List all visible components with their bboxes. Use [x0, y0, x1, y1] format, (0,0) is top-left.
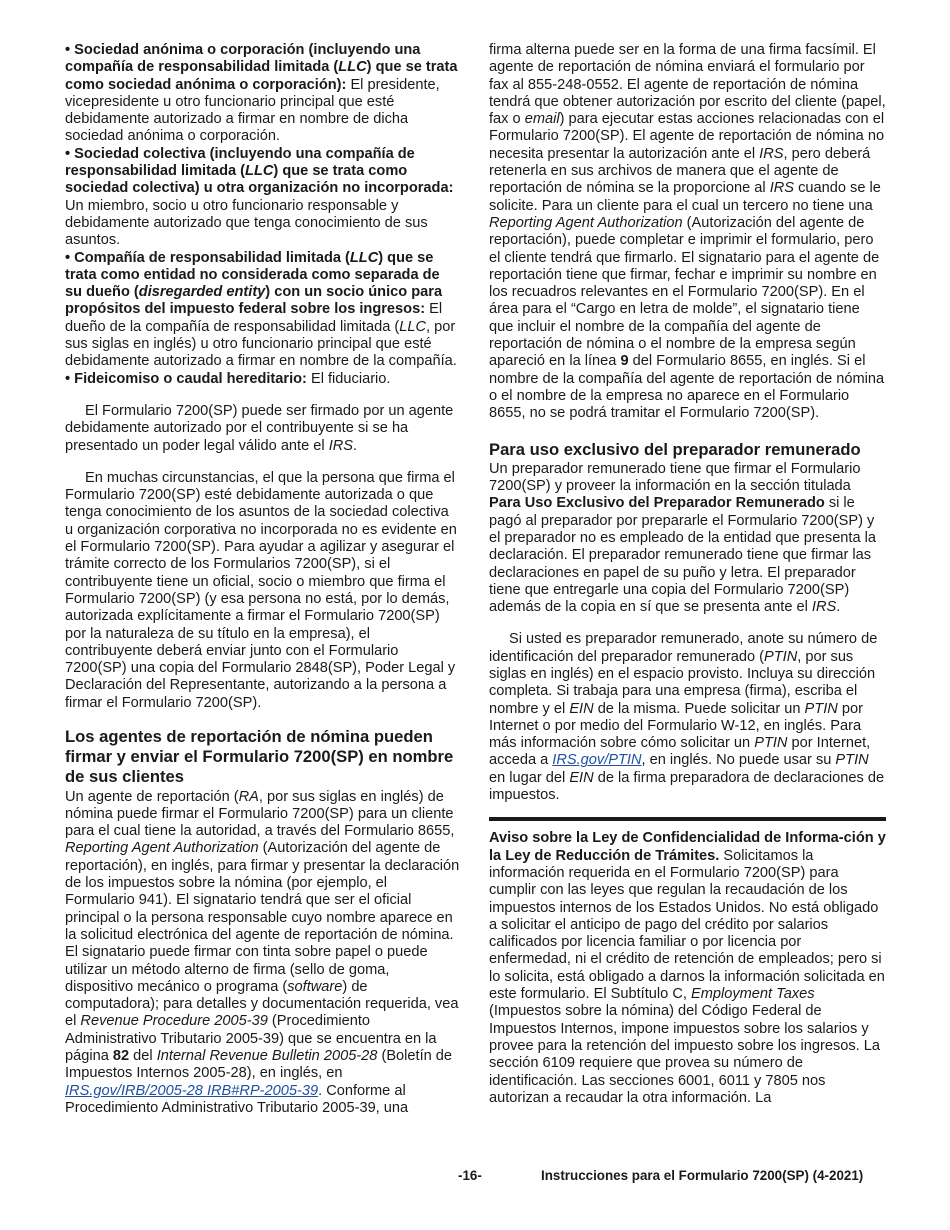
right-column [489, 42, 886, 1107]
section-divider [489, 817, 886, 821]
ptin-link[interactable]: IRS.gov/PTIN [552, 752, 642, 769]
bullet-trust: • Fideicomiso o caudal hereditario: El fiduciario. [65, 370, 391, 387]
paragraph-authorized-agent: El Formulario 7200(SP) puede ser firmado por un agente debidamente autorizado por el contribuyente si se ha presentado un poder legal válido ante el IRS. [65, 402, 454, 454]
paragraph-paid-preparer: Un preparador remunerado tiene que firmar el Formulario 7200(SP) y proveer la información en la sección titulada Para Uso Exclusivo del Preparador Remunerado si le pagó al preparador por prepararle el Formulario 7200(SP) y el preparador no es empleado de la entidad que presenta la declaración. El preparador remunerado tiene que firmar las declaraciones en papel de su puño y letra. El preparador tiene que entregarle una copia del Formulario 7200(SP) además de la copia en sí que se presenta ante el IRS. [489, 460, 877, 616]
paragraph-ptin: Si usted es preparador remunerado, anote su número de identificación del preparador remunerado (PTIN, por sus siglas en inglés) en el espacio provisto. Incluya su dirección completa. Si trabaja para una empresa (firma), escriba el nombre y el EIN de la misma. Puede solicitar un PTIN por Internet o por medio del Formulario W-12, en inglés. Para más información sobre cómo solicitar un PTIN por Internet, acceda a IRS.gov/PTIN, en inglés. No puede usar su PTIN en lugar del EIN de la firma preparadora de declaraciones de impuestos. [489, 631, 885, 804]
paragraph-circumstances: En muchas circunstancias, el que la persona que firma el Formulario 7200(SP) esté debidamente autorizada o que tenga conocimiento de los asuntos de la sociedad colectiva u organización corporativa no incorporada no es evidente en el Formulario 7200(SP). Para ayudar a agilizar y asegurar el trámite correcto de los Formularios 7200(SP), si el contribuyente tiene un oficial, socio o miembro que firma el Formulario 7200(SP) (y esa persona no está, por lo demás, autorizada explícitamente a firmar el Formulario 7200(SP) por la naturaleza de su título en la empresa), el contribuyente deberá enviar junto con el Formulario 7200(SP) una copia del Formulario 2848(SP), Poder Legal y Declaración del Representante, autorizando a la persona a firmar el Formulario 7200(SP). [65, 469, 457, 711]
bullet-partnership: • Sociedad colectiva (incluyendo una compañía de responsabilidad limitada (LLC) que se trata como sociedad colectiva) u otra organización no incorporada: Un miembro, socio u otro funcionario responsable y debidamente autorizado que tenga conocimiento de sus asuntos. [65, 145, 454, 249]
paragraph-alternate-signature: firma alterna puede ser en la forma de una firma facsímil. El agente de reportación de nómina enviará el formulario por fax al 855-248-0552. El agente de reportación de nómina tendrá que obtener autorización por escrito del cliente (papel, fax o email) para ejecutar estas acciones relacionadas con el Formulario 7200(SP). El agente de reportación de nómina no necesita presentar la autorización ante el IRS, pero deberá retenerla en sus archivos de manera que el agente de reportación de nómina se la proporcione al IRS cuando se le solicite. Para un cliente para el cual un tercero no tiene una Reporting Agent Authorization (Autorización del agente de reportación), puede completar e imprimir el formulario, pero el cliente tendrá que firmarlo. El signatario para el agente de reportación tiene que firmar, fechar e imprimir su nombre en los recuadros relevantes en el Formulario 7200(SP). En el área para el “Cargo en letra de molde”, el signatario tiene que incluir el nombre de la compañía del agente de reportación de nómina o el nombre de la empresa según apareció en la línea 9 del Formulario 8655, en inglés. Si el nombre de la compañía del agente de reportación de nómina o el nombre de la empresa no aparece en el Formulario 8655, no se podrá tramitar el Formulario 7200(SP). [489, 42, 886, 422]
bullet-llc: • Compañía de responsabilidad limitada (LLC) que se trata como entidad no considerada como separada de su dueño (disregarded entity) con un socio único para propósitos del impuesto federal sobre los ingresos: El dueño de la compañía de responsabilidad limitada (LLC, por sus siglas en inglés) u otro funcionario principal que esté debidamente autorizado a firmar en nombre de la compañía. [65, 249, 457, 370]
section-heading-paid-preparer: Para uso exclusivo del preparador remunerado [489, 439, 861, 459]
footer-form-title: Instrucciones para el Formulario 7200(SP) (4-2021) [541, 1168, 864, 1183]
paragraph-privacy-notice: Aviso sobre la Ley de Confidencialidad de Informa-ción y la Ley de Reducción de Trámites. Solicitamos la información requerida en el Formulario 7200(SP) para cumplir con las leyes que regulan la recaudación de los impuestos internos de los Estados Unidos. No está obligado a solicitar el anticipo de pago del crédito por salarios calificados por licencia familiar o por licencia por enfermedad, ni el crédito de retención de empleados; pero si lo solicita, está obligado a darnos la información solicitada en este formulario. El Subtítulo C, Employment Taxes (Impuestos sobre la nómina) del Código Federal de Impuestos Internos, impone impuestos sobre los salarios y provee para la retención del impuesto sobre los ingresos. La sección 6109 requiere que provea su número de identificación. Las secciones 6001, 6011 y 7805 nos autorizan a recaudar la otra información. La [489, 830, 886, 1106]
irb-link[interactable]: IRS.gov/IRB/2005-28 IRB#RP-2005-39 [65, 1082, 319, 1099]
section-heading-payroll-agents: Los agentes de reportación de nómina pueden firmar y enviar el Formulario 7200(SP) en nombre de sus clientes [65, 726, 454, 787]
left-column [65, 42, 460, 1117]
paragraph-reporting-agent: Un agente de reportación (RA, por sus siglas en inglés) de nómina puede firmar el Formulario 7200(SP) para un cliente para el cual tiene la autoridad, a través del Formulario 8655, Reporting Agent Authorization (Autorización del agente de reportación), en inglés, para firmar y presentar la declaración de los impuestos sobre la nómina (por ejemplo, el Formulario 941). El signatario tendrá que ser el oficial principal o la persona responsable cuyo nombre aparece en la solicitud electrónica del agente de reportación de nómina. El signatario puede firmar con tinta sobre papel o puede utilizar un método alterno de firma (sello de goma, dispositivo mecánico o programa (software) de computadora); para detalles y documentación requerida, vea el Revenue Procedure 2005-39 (Procedimiento Administrativo Tributario 2005-39) que se encuentra en la página 82 del Internal Revenue Bulletin 2005-28 (Boletín de Impuestos Internos 2005-28), en inglés, en IRS.gov/IRB/2005-28 IRB#RP-2005-39. Conforme al Procedimiento Administrativo Tributario 2005-39, una [65, 788, 460, 1116]
bullet-corporation: • Sociedad anónima o corporación (incluyendo una compañía de responsabilidad limitada (LLC) que se trata como sociedad anónima o corporación): El presidente, vicepresidente u otro funcionario principal que esté debidamente autorizado a firmar en nombre de dicha sociedad anónima o corporación. [65, 42, 458, 145]
page-number: -16- [458, 1168, 482, 1183]
